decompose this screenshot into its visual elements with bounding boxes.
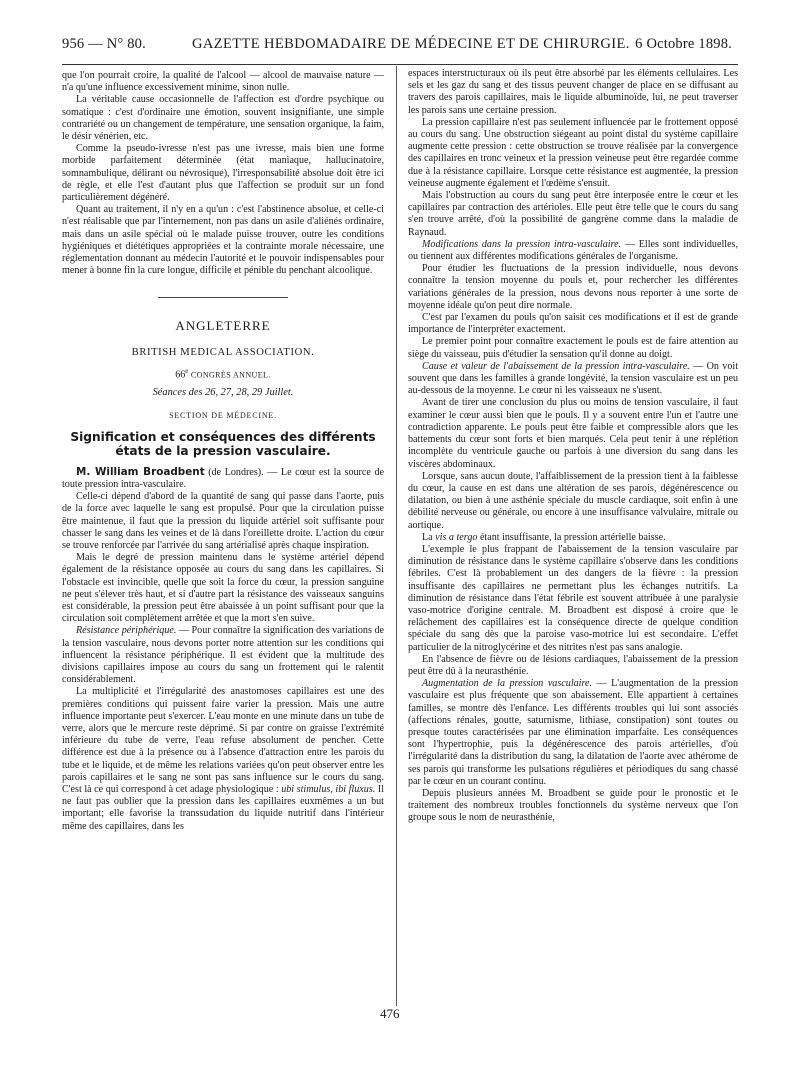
paragraph: espaces interstructuraux où ils peut être absorbé par les éléments cellulaires. Les sels et les gaz du sang et des tissus peuvent changer de place en se diffusant au travers des parois capillaires, mais le liquide albuminoïde, lui, ne peut traverser les parois sans une certaine pression. — [408, 68, 738, 116]
paragraph: La vis a tergo étant insuffisante, la pression artérielle baisse. — [422, 531, 666, 543]
paragraph: Depuis plusieurs années M. Broadbent se guide pour le pronostic et le traitement des nombreux troubles fonctionnels du système nerveux que l'on groupe sous le nom de neurasthénie, — [408, 787, 738, 824]
paragraph: La véritable cause occasionnelle de l'affection est d'ordre psychique ou somatique : c'est d'ordinaire une émotion, souvent insignifiante, une simple contrariété ou un changement de température, une sensation organique, la faim, le désir vénérien, etc. — [62, 94, 384, 143]
paragraph: Pour étudier les fluctuations de la pression individuelle, nous devons connaître la tension moyenne du pouls et, pour rechercher les différentes variations générales de la pression, nous devons nous reporter à une sorte de moyenne idéale qu'on peut dire normale. — [408, 263, 738, 311]
page-number: 476 — [380, 1006, 400, 1021]
article-title: Signification et conséquences des différents états de la pression vasculaire. — [70, 429, 376, 458]
paragraph: Mais l'obstruction au cours du sang peut être interposée entre le cœur et les capillaires par contraction des artérioles. Elle peut être telle que le cours du sang s'en trouve arrêté, d'où la possibilité de gangrène comme dans la maladie de Raynaud. — [408, 190, 738, 238]
paragraph: M. William Broadbent (de Londres). — Le cœur est la source de toute pression intra-vasculaire. — [62, 465, 384, 490]
page-header — [62, 36, 732, 58]
column-divider — [396, 66, 397, 1006]
paragraph: que l'on pourrait croire, la qualité de l'alcool — alcool de mauvaise nature — n'a qu'une influence excessivement minime, sinon nulle. — [62, 70, 384, 94]
left-column — [62, 70, 384, 833]
paragraph: La pression capillaire n'est pas seulement influencée par le frottement opposé au cours du sang. Une obstruction siégeant au point distal du système capillaire augmente cette pression : cette obstruction se trouve réalisée par la convergence des capillaires en tronc veineux et la pression veineuse peut être regardée comme due à la résistance capillaire. Lorsque cette résistance est augmentée, la pression veineuse augmente également et l'œdème s'ensuit. — [408, 116, 738, 189]
paragraph: Le premier point pour connaître exactement le pouls est de faire attention au siège du vaisseau, puis d'étudier la sensation qu'il donne au doigt. — [408, 336, 738, 360]
paragraph: Comme la pseudo-ivresse n'est pas une ivresse, mais bien une forme morbide parfaitement déterminée (état maniaque, hallucinatoire, somnambulique, délirant ou névrosique), l'irresponsabilité absolue doit être ici de règle, et elle l'est d'autant plus que l'affection se produit sur un fond particulièrement dégénéré. — [62, 143, 384, 204]
country-heading: ANGLETERRE — [175, 318, 271, 334]
issue-date: 6 Octobre 1898. — [635, 36, 732, 52]
paragraph: C'est par l'examen du pouls qu'on saisit ces modifications et il est de grande importance de l'interpréter exactement. — [408, 312, 738, 336]
right-column — [408, 68, 738, 825]
paragraph: Avant de tirer une conclusion du plus ou moins de tension vasculaire, il faut examiner le cœur aussi bien que le pouls. Il y a souvent entre l'un et l'autre une contradiction apparente. Le pouls peut être faible et compressible alors que les battements du cœur sont forts et bien marqués. Cela peut tenir à une réplétion incomplète du ventricule gauche ou parfois à une diversion du sang dans les viscères abdominaux. — [408, 397, 738, 470]
paragraph: L'exemple le plus frappant de l'abaissement de la tension vasculaire par diminution de résistance dans le système capillaire s'observe dans les conditions fébriles. C'est là probablement un des dangers de la fièvre : la pression insuffisante des capillaires ne permettant plus les échanges nutritifs. La diminution de résistance dans l'état fébrile est souvent attribuée à une paralysie vaso-motrice d'origine centrale. M. Broadbent est disposé à croire que le relâchement des capillaires est la conséquence directe de quelque condition spéciale du sang dès que la paroise vaso-motrice lui est secondaire. L'effet particulier de la nitroglycérine et des nitrites n'est pas sans analogie. — [408, 543, 738, 653]
session-dates: Séances des 26, 27, 28, 29 Juillet. — [152, 387, 294, 399]
paragraph: Mais le degré de pression maintenu dans le système artériel dépend également de la résistance opposée au cours du sang dans les capillaires. Si l'obstacle est invincible, quelle que soit la force du cœur, la pression sanguine ne peut s'élever très haut, et si d'autre part la résistance des vaisseaux sanguins est considérable, la pression peut être abaissée à un point suffisant pour que la circulation soit complètement arrêtée et que la mort s'en suive. — [62, 552, 384, 625]
paragraph: Lorsque, sans aucun doute, l'affaiblissement de la pression tient à la faiblesse du cœur, la cause en est dans une altération de ses parois, dégénérescence ou dilatation, ou bien à une asthénie spéciale du muscle cardiaque, soit enfin à une débilité nerveuse ou générale, ou encore à une insuffisance valvulaire, mitrale ou aortique. — [408, 470, 738, 531]
paragraph: Cause et valeur de l'abaissement de la pression intra-vasculaire. — On voit souvent que dans les familles à grande longévité, la tension vasculaire est un peu au-dessous de la moyenne. Le cœur ni les vaisseaux ne s'usent. — [408, 360, 739, 397]
paragraph: Quant au traitement, il n'y en a qu'un : c'est l'abstinence absolue, et celle-ci n'est réalisable que par l'internement, non pas dans un asile d'aliénés ordinaire, mais dans un asile spécial où le malade puisse trouver, outre les conditions hygiéniques et diététiques appropriées et la contrainte morale nécessaire, une réglementation donnant au médecin l'autorité et le pouvoir indispensables pour mener à bonne fin la cure longue, difficile et pénible du penchant alcoolique. — [62, 204, 384, 277]
author-name: M. William Broadbent — [76, 465, 205, 478]
section-label: SECTION DE MÉDECINE. — [169, 410, 277, 420]
paragraph: La multiplicité et l'irrégularité des anastomoses capillaires est une des premières conditions qui puissent faire varier la pression. Mais une autre influence importante peut s'exercer. L'eau monte en une minute dans un tube de verre, alors que le mercure reste déprimé. Si par contre on graisse l'extrémité inférieure du tube de verre, l'eau refuse absolument de pencher. Cette différence est due à la présence ou à l'absence d'attraction entre les parois du tube et le liquide, et de même les relations variées qu'on peut observer entre les parois capillaires et le sang ne sont pas sans influence sur le cours du sang. C'est là ce qui correspond à cet adage physiologique : ubi stimulus, ibi fluxus. Il ne faut pas oublier que la pression dans les capillaires euxmêmes a un but important; elle favorise la transsudation du liquide nutritif dans l'intérieur même des capillaires, dans les — [62, 686, 384, 832]
section-divider — [158, 297, 288, 298]
paragraph: Résistance périphérique. — Pour connaître la signification des variations de la tension vasculaire, nous devons porter notre attention sur les conditions qui influencent la résistance périphérique. Il est évident que la multitude des divisions capillaires impose au cours du sang un frottement qui le ralentit considérablement. — [62, 625, 384, 686]
paragraph: Augmentation de la pression vasculaire. — L'augmentation de la pression vasculaire est plus fréquente que son abaissement. Elle appartient à certaines familles, se montre dès l'enfance. Les différents troubles qui lui sont associés (affections rénales, goutte, saturnisme, lithiase, constipation) sont toutes ou presque toutes caractérisées par une élimination imparfaite. Les conséquences sont l'hypertrophie, puis la dégénérescence des parois artérielles, d'où l'irrégularité dans la distribution du sang, la dilatation de l'aorte avec athérome de ses parois qui transforme les pulsations régulières et périodiques du sang chassé par le cœur en un courant continu. — [408, 678, 738, 787]
paragraph: Celle-ci dépend d'abord de la quantité de sang qui passe dans l'aorte, puis de la force avec laquelle le sang est propulsé. Pour que la circulation puisse être maintenue, il faut que la pression du liquide artériel soit suffisante pour chasser le sang dans les veines et de là dans l'oreillette droite. L'action du cœur se trouve renforcée par l'arrivée du sang artérialisé après chaque inspiration. — [62, 491, 384, 552]
journal-title: GAZETTE HEBDOMADAIRE DE MÉDECINE ET DE CHIRURGIE. — [192, 36, 630, 52]
header-rule — [62, 64, 738, 65]
page-reference: 956 — N° 80. — [62, 36, 146, 52]
congress-heading: 66e CONGRÈS ANNUEL. — [175, 366, 271, 381]
paragraph: Modifications dans la pression intra-vasculaire. — Elles sont individuelles, ou tiennent aux différentes modifications générales de l'organisme. — [408, 238, 738, 263]
paragraph: En l'absence de fièvre ou de lésions cardiaques, l'abaissement de la pression peut être dû à la neurasthénie. — [408, 653, 738, 677]
association-heading: BRITISH MEDICAL ASSOCIATION. — [131, 346, 315, 358]
